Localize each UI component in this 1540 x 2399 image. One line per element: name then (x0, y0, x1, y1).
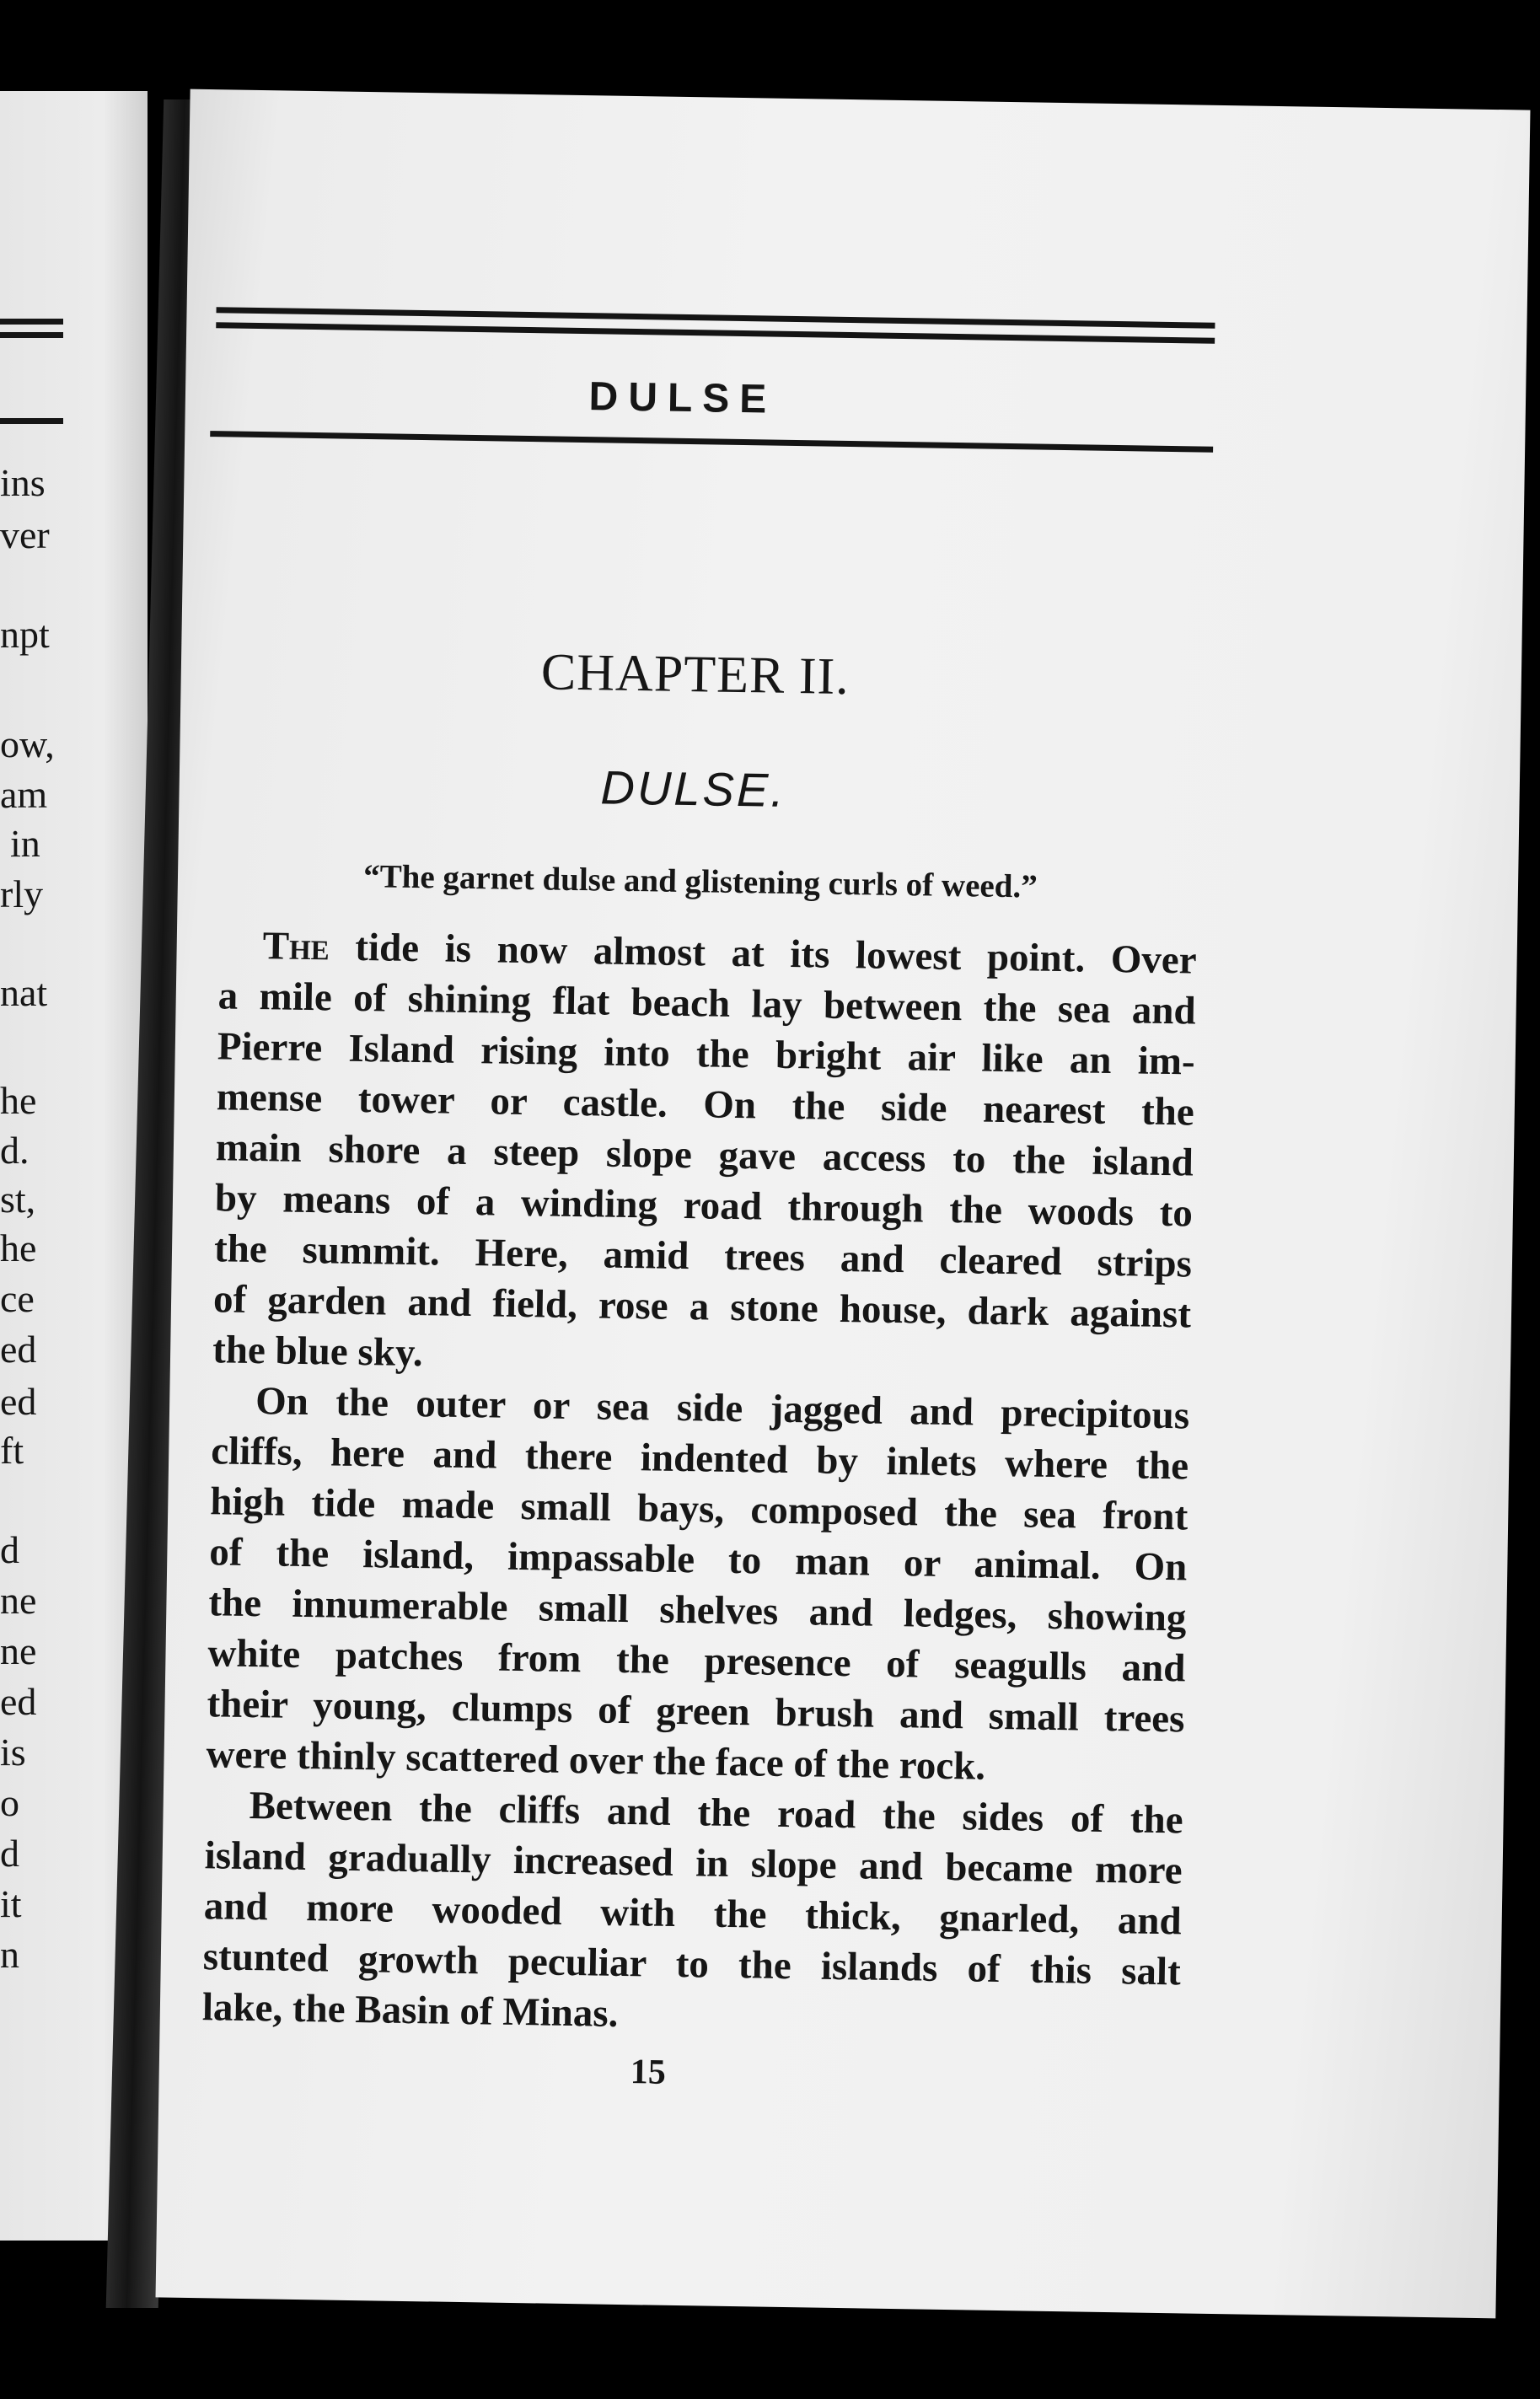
body-line: by means of a winding road through the woods to (214, 1176, 1194, 1236)
left-line-end: it (0, 1882, 22, 1925)
body-line: a mile of shining flat beach lay between the sea and (217, 974, 1197, 1033)
body-line: were thinly scattered over the face of the rock. (206, 1732, 986, 1789)
left-line-end: rly (0, 872, 44, 915)
left-header-rule-bottom (0, 418, 63, 424)
chapter-title: CHAPTER II. (540, 643, 850, 706)
book-page (156, 89, 1531, 2319)
body-line-1-rest: tide is now almost at its lowest point. Over (329, 925, 1197, 983)
body-line: mense tower or castle. On the side nearest the (216, 1075, 1195, 1135)
left-line-end: ed (0, 1680, 37, 1723)
body-line: the blue sky. (212, 1328, 424, 1376)
left-line-end: d. (0, 1129, 30, 1172)
left-header-rule-top (0, 319, 63, 325)
left-line-end: n (0, 1933, 19, 1976)
left-line-end: am (0, 773, 48, 816)
left-header-rule-middle (0, 332, 63, 338)
left-line-end: ft (0, 1429, 24, 1472)
body-line: Between the cliffs and the road the sides of the (249, 1784, 1183, 1843)
left-line-end: npt (0, 613, 50, 656)
chapter-subtitle: DULSE. (600, 760, 787, 817)
left-line-end: ce (0, 1277, 35, 1320)
body-line: cliffs, here and there indented by inlets where the (210, 1429, 1189, 1489)
body-line: the innumerable small shelves and ledges, showing (208, 1581, 1187, 1640)
body-line: stunted growth peculiar to the islands of this salt (202, 1935, 1182, 1994)
body-line: of the island, impassable to man or animal. On (209, 1530, 1188, 1590)
body-line: high tide made small bays, composed the sea front (209, 1479, 1189, 1539)
epigraph: “The garnet dulse and glistening curls of weed.” (362, 858, 1038, 905)
page-number: 15 (630, 2053, 667, 2092)
left-line-end: ver (0, 513, 50, 556)
left-line-end: st, (0, 1178, 36, 1221)
body-line: island gradually increased in slope and became more (204, 1833, 1183, 1893)
drop-word: The (262, 924, 330, 969)
body-line: of garden and field, rose a stone house, dark against (212, 1277, 1192, 1337)
left-line-end: d (0, 1528, 19, 1571)
left-line-end: o (0, 1781, 19, 1824)
header-rule-bottom (210, 431, 1213, 453)
left-line-end: ed (0, 1328, 37, 1371)
body-line: main shore a steep slope gave access to the island (215, 1125, 1194, 1185)
running-head: DULSE (588, 374, 777, 422)
body-line: the summit. Here, amid trees and cleared strips (213, 1226, 1193, 1286)
body-line: their young, clumps of green brush and small trees (207, 1682, 1185, 1742)
body-line: and more wooded with the thick, gnarled, and (203, 1884, 1183, 1944)
left-line-end: nat (0, 971, 48, 1014)
body-text (201, 920, 1197, 2047)
left-line-end: he (0, 1226, 37, 1269)
left-line-end: in (10, 822, 40, 865)
left-line-end: is (0, 1731, 26, 1774)
body-line: Pierre Island rising into the bright air like an im- (217, 1024, 1196, 1084)
left-line-end: ow, (0, 722, 55, 765)
left-line-end: d (0, 1832, 19, 1875)
body-line: On the outer or sea side jagged and precipitous (255, 1379, 1190, 1438)
left-line-end: ne (0, 1579, 37, 1622)
left-line-end: he (0, 1079, 37, 1122)
body-line: white patches from the presence of seagulls and (207, 1631, 1186, 1691)
body-lines (201, 970, 1196, 2047)
left-line-end: ne (0, 1629, 37, 1672)
left-line-end: ed (0, 1380, 37, 1423)
left-line-end: ins (0, 461, 46, 504)
body-line: lake, the Basin of Minas. (201, 1985, 619, 2036)
